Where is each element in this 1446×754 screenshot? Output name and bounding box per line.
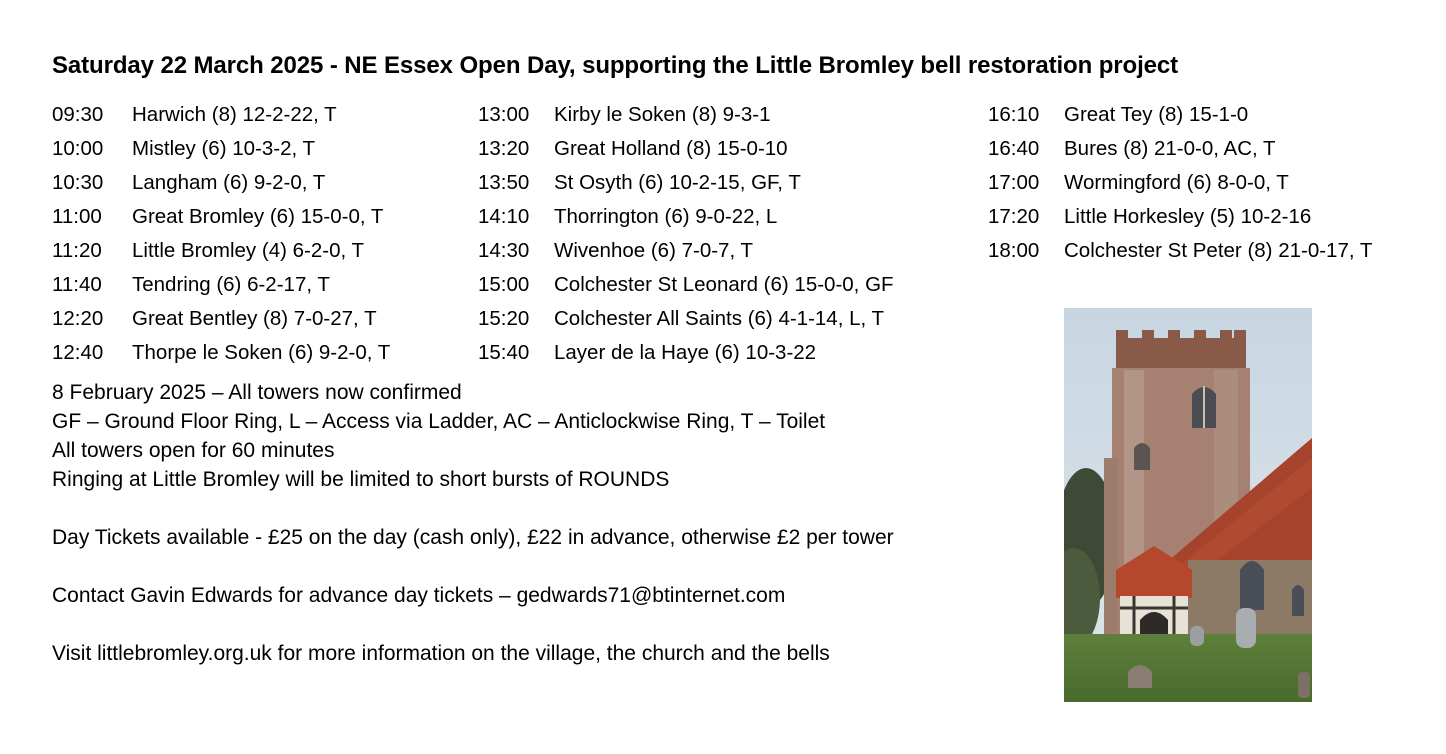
schedule-tower: Thorrington (6) 9-0-22, L [554, 205, 778, 228]
schedule-time: 15:00 [478, 273, 530, 296]
church-photo [1064, 308, 1312, 702]
schedule-row [478, 100, 894, 134]
schedule-row [478, 304, 894, 338]
page-title: Saturday 22 March 2025 - NE Essex Open Day, supporting the Little Bromley bell restoration project [52, 52, 1179, 79]
schedule-time: 11:40 [52, 273, 102, 296]
schedule-tower: Layer de la Haye (6) 10-3-22 [554, 341, 817, 364]
schedule-row [52, 338, 390, 372]
schedule-row [988, 134, 1372, 168]
schedule-tower: Great Holland (8) 15-0-10 [554, 137, 788, 160]
schedule-time: 16:10 [988, 103, 1040, 126]
schedule-row [988, 202, 1372, 236]
schedule-time: 10:00 [52, 137, 104, 160]
schedule-row [52, 270, 390, 304]
schedule-column-3 [988, 100, 1372, 270]
schedule-tower: Langham (6) 9-2-0, T [132, 171, 326, 194]
schedule-time: 15:40 [478, 341, 530, 364]
schedule-row [478, 202, 894, 236]
schedule-time: 17:00 [988, 171, 1040, 194]
schedule-tower: Harwich (8) 12-2-22, T [132, 103, 337, 126]
schedule-time: 18:00 [988, 239, 1040, 262]
schedule-row [478, 134, 894, 168]
visit-note: Visit littlebromley.org.uk for more information on the village, the church and the bells [52, 642, 830, 665]
schedule-row [478, 338, 894, 372]
notes-block [52, 378, 894, 668]
schedule-time: 13:50 [478, 171, 530, 194]
schedule-tower: Colchester All Saints (6) 4-1-14, L, T [554, 307, 885, 330]
schedule-row [52, 236, 390, 270]
contact-note: Contact Gavin Edwards for advance day tickets – gedwards71@btinternet.com [52, 584, 786, 607]
schedule-time: 12:20 [52, 307, 104, 330]
schedule-tower: St Osyth (6) 10-2-15, GF, T [554, 171, 801, 194]
schedule-row [478, 236, 894, 270]
schedule-time: 11:20 [52, 239, 102, 262]
schedule-tower: Great Tey (8) 15-1-0 [1064, 103, 1249, 126]
schedule-tower: Great Bentley (8) 7-0-27, T [132, 307, 377, 330]
schedule-row [478, 270, 894, 304]
tickets-note: Day Tickets available - £25 on the day (cash only), £22 in advance, otherwise £2 per tower [52, 526, 894, 549]
church-illustration [1064, 308, 1312, 702]
schedule-time: 12:40 [52, 341, 104, 364]
rounds-note: Ringing at Little Bromley will be limited to short bursts of ROUNDS [52, 468, 670, 491]
schedule-row [52, 202, 390, 236]
schedule-time: 17:20 [988, 205, 1040, 228]
schedule-row [52, 168, 390, 202]
schedule-row [988, 100, 1372, 134]
schedule-tower: Wivenhoe (6) 7-0-7, T [554, 239, 754, 262]
schedule-time: 14:10 [478, 205, 530, 228]
schedule-time: 10:30 [52, 171, 104, 194]
schedule-tower: Great Bromley (6) 15-0-0, T [132, 205, 384, 228]
schedule-time: 14:30 [478, 239, 530, 262]
schedule-tower: Tendring (6) 6-2-17, T [132, 273, 330, 296]
schedule-tower: Wormingford (6) 8-0-0, T [1064, 171, 1289, 194]
schedule-tower: Colchester St Leonard (6) 15-0-0, GF [554, 273, 894, 296]
schedule-column-2 [478, 100, 894, 372]
schedule-time: 15:20 [478, 307, 530, 330]
schedule-time: 16:40 [988, 137, 1040, 160]
schedule-time: 11:00 [52, 205, 102, 228]
schedule-tower: Thorpe le Soken (6) 9-2-0, T [132, 341, 391, 364]
schedule-column-1 [52, 100, 390, 372]
schedule-row [52, 100, 390, 134]
schedule-tower: Little Horkesley (5) 10-2-16 [1064, 205, 1312, 228]
schedule-tower: Kirby le Soken (8) 9-3-1 [554, 103, 771, 126]
confirmed-note: 8 February 2025 – All towers now confirmed [52, 381, 462, 404]
schedule-row [52, 134, 390, 168]
schedule-tower: Little Bromley (4) 6-2-0, T [132, 239, 365, 262]
schedule-row [52, 304, 390, 338]
schedule-row [478, 168, 894, 202]
schedule-time: 13:20 [478, 137, 530, 160]
open-duration-note: All towers open for 60 minutes [52, 439, 335, 462]
key-note: GF – Ground Floor Ring, L – Access via Ladder, AC – Anticlockwise Ring, T – Toilet [52, 410, 826, 433]
schedule-tower: Mistley (6) 10-3-2, T [132, 137, 316, 160]
schedule-row [988, 236, 1372, 270]
schedule-tower: Bures (8) 21-0-0, AC, T [1064, 137, 1276, 160]
schedule-tower: Colchester St Peter (8) 21-0-17, T [1064, 239, 1373, 262]
schedule-time: 09:30 [52, 103, 104, 126]
schedule-time: 13:00 [478, 103, 530, 126]
schedule-row [988, 168, 1372, 202]
